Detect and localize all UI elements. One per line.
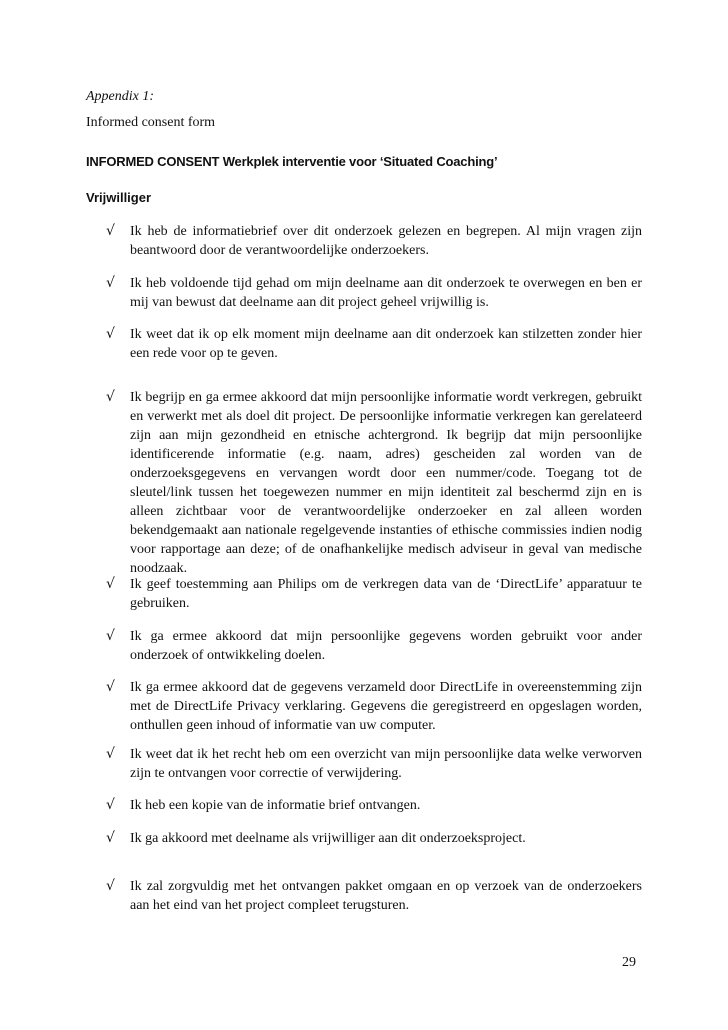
consent-statement-text: Ik heb een kopie van de informatie brief ontvangen. [130,798,421,813]
consent-statement-text: Ik heb de informatiebrief over dit onderzoek gelezen en begrepen. Al mijn vragen zijn beantwoord door de verantwoordelijke onderzoekers. [130,224,642,258]
consent-statement [106,222,642,260]
consent-statement-text: Ik ga akkoord met deelname als vrijwilliger aan dit onderzoeksproject. [130,831,526,846]
check-mark-icon: √ [106,389,115,405]
check-mark-icon: √ [106,275,115,291]
form-subtitle: Informed consent form [86,115,216,130]
consent-statement-text: Ik weet dat ik op elk moment mijn deelname aan dit onderzoek kan stilzetten zonder hier een rede voor op te geven. [130,327,642,361]
consent-statement-text: Ik zal zorgvuldig met het ontvangen pakket omgaan en op verzoek van de onderzoekers aan het eind van het project compleet terugsturen. [130,879,642,913]
check-mark-icon: √ [106,746,115,762]
check-mark-icon: √ [106,878,115,894]
consent-statement [106,388,642,578]
consent-form-heading: INFORMED CONSENT Werkplek interventie voor ‘Situated Coaching’ [86,154,498,169]
check-mark-icon: √ [106,326,115,342]
check-mark-icon: √ [106,797,115,813]
consent-statement [106,829,642,848]
consent-statement [106,627,642,665]
appendix-label: Appendix 1: [86,89,155,104]
consent-statement [106,575,642,613]
consent-statement [106,325,642,363]
consent-statement-text: Ik ga ermee akkoord dat mijn persoonlijke gegevens worden gebruikt voor ander onderzoek of ontwikkeling doelen. [130,629,642,663]
consent-statement-text: Ik geef toestemming aan Philips om de verkregen data van de ‘DirectLife’ apparatuur te gebruiken. [130,577,642,611]
check-mark-icon: √ [106,628,115,644]
consent-statement [106,274,642,312]
consent-statement [106,877,642,915]
consent-statement-text: Ik heb voldoende tijd gehad om mijn deelname aan dit onderzoek te overwegen en ben er mij van bewust dat deelname aan dit project geheel vrijwillig is. [130,276,642,310]
page-number: 29 [622,955,636,970]
consent-statement [106,745,642,783]
check-mark-icon: √ [106,679,115,695]
check-mark-icon: √ [106,830,115,846]
consent-statement [106,796,642,815]
consent-statement [106,678,642,735]
volunteer-section-heading: Vrijwilliger [86,190,152,205]
check-mark-icon: √ [106,223,115,239]
consent-statement-text: Ik begrijp en ga ermee akkoord dat mijn persoonlijke informatie wordt verkregen, gebruikt en verwerkt met als doel dit project. De persoonlijke informatie verkregen kan gerelateerd zijn aan mijn gezondheid en etnische achtergrond. Ik begrijp dat mijn persoonlijke identificerende informatie (e.g. naam, adres) gescheiden zal worden van de onderzoeksgegevens en vervangen wordt door een nummer/code. Toegang tot de sleutel/link tussen het toegewezen nummer en mijn identiteit zal beschermd zijn en is alleen zichtbaar voor de verantwoordelijke onderzoeker en zal alleen worden bekendgemaakt aan nationale regelgevende instanties of ethische commissies indien nodig voor rapportage aan deze; of de onafhankelijke medisch adviseur in geval van medische noodzaak. [130,390,642,576]
consent-statement-text: Ik ga ermee akkoord dat de gegevens verzameld door DirectLife in overeenstemming zijn met de DirectLife Privacy verklaring. Gegevens die geregistreerd en opgeslagen worden, onthullen geen inhoud of informatie van uw computer. [130,680,642,733]
check-mark-icon: √ [106,576,115,592]
consent-statement-text: Ik weet dat ik het recht heb om een overzicht van mijn persoonlijke data welke verworven zijn te ontvangen voor correctie of verwijdering. [130,747,642,781]
